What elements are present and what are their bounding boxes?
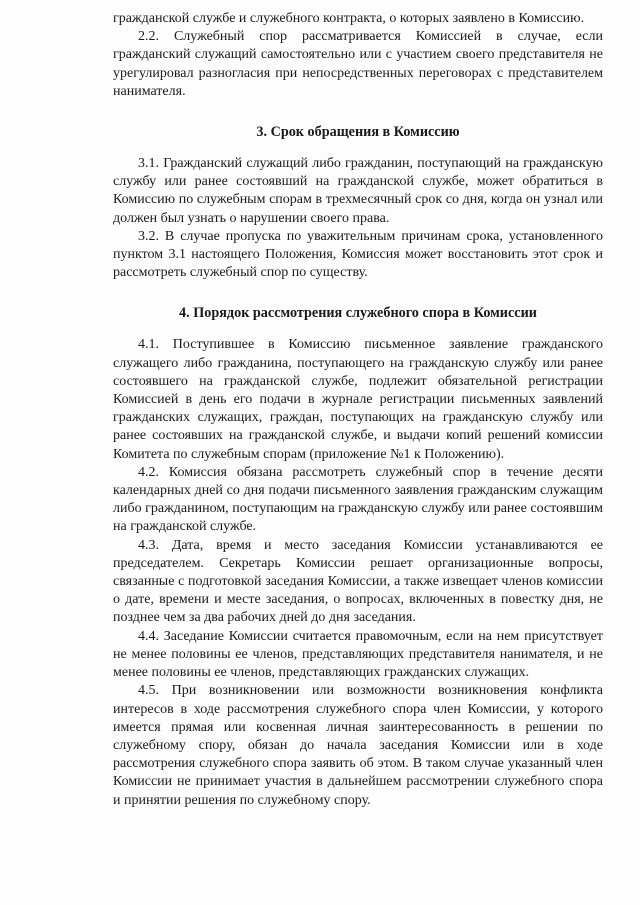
paragraph-continuation: гражданской службе и служебного контракта, о которых заявлено в Комиссию. [113,11,585,26]
spacer [113,322,603,336]
paragraph-4-4: 4.4. Заседание Комиссии считается правомочным, если на нем присутствует не менее половины ее членов, представляющих представителя нанимателя, и не менее половины ее членов, представляющих гражданских служащих. [113,628,603,681]
paragraph-3-1: 3.1. Гражданский служащий либо гражданин, поступающий на гражданскую службу или ранее состоявший на гражданской службе, может обратиться в Комиссию по служебным спорам в трехмесячный срок со дня, когда он узнал или должен был узнать о нарушении своего права. [113,156,603,226]
paragraph-4-1: 4.1. Поступившее в Комиссию письменное заявление гражданского служащего либо гражданина, поступающего на гражданскую службу или ранее состоявшего на гражданской службе, подлежит обязательной регистрации Комиссией в день его подачи в журнале регистрации письменных заявлений гражданских служащих, граждан, поступающих на гражданскую службу или ранее состоявших на гражданской службе, и выдачи копий решений комиссии Комитета по служебным спорам (приложение №1 к Положению). [113,337,603,462]
paragraph-4-2: 4.2. Комиссия обязана рассмотреть служебный спор в течение десяти календарных дней со дня подачи письменного заявления гражданским служащим либо гражданином, поступающим на гражданскую службу или ранее состоявшим на гражданской службе. [113,464,603,535]
spacer [113,141,603,155]
section-4-title: 4. Порядок рассмотрения служебного спора в Комиссии [179,305,537,322]
document-body [113,10,603,810]
paragraph-3-2: 3.2. В случае пропуска по уважительным причинам срока, установленного пунктом 3.1 настоящего Положения, Комиссия может восстановить этот срок и рассмотреть служебный спор по существу. [113,228,603,281]
spacer [113,101,603,123]
spacer [113,282,603,304]
section-3-title: 3. Срок обращения в Комиссию [256,124,460,141]
paragraph-4-3: 4.3. Дата, время и место заседания Комиссии устанавливаются ее председателем. Секретарь Комиссии решает организационные вопросы, связанные с подготовкой заседания Комиссии, а также извещает членов комиссии о дате, времени и месте заседания, о вопросах, включенных в повестку дня, не позднее чем за два рабочих дней до дня заседания. [113,537,603,626]
paragraph-2-2: 2.2. Служебный спор рассматривается Комиссией в случае, если гражданский служащий самостоятельно или с участием своего представителя не урегулировал разногласия при непосредственных переговорах с представителем нанимателя. [113,29,603,99]
paragraph-4-5: 4.5. При возникновении или возможности возникновения конфликта интересов в ходе рассмотрения служебного спора член Комиссии, у которого имеется прямая или косвенная личная заинтересованность в решении по служебному спору, обязан до начала заседания Комиссии или в ходе рассмотрения служебного спора заявить об этом. В таком случае указанный член Комиссии не принимает участия в дальнейшем рассмотрении служебного спора и принятии решения по служебному спору. [113,683,603,808]
